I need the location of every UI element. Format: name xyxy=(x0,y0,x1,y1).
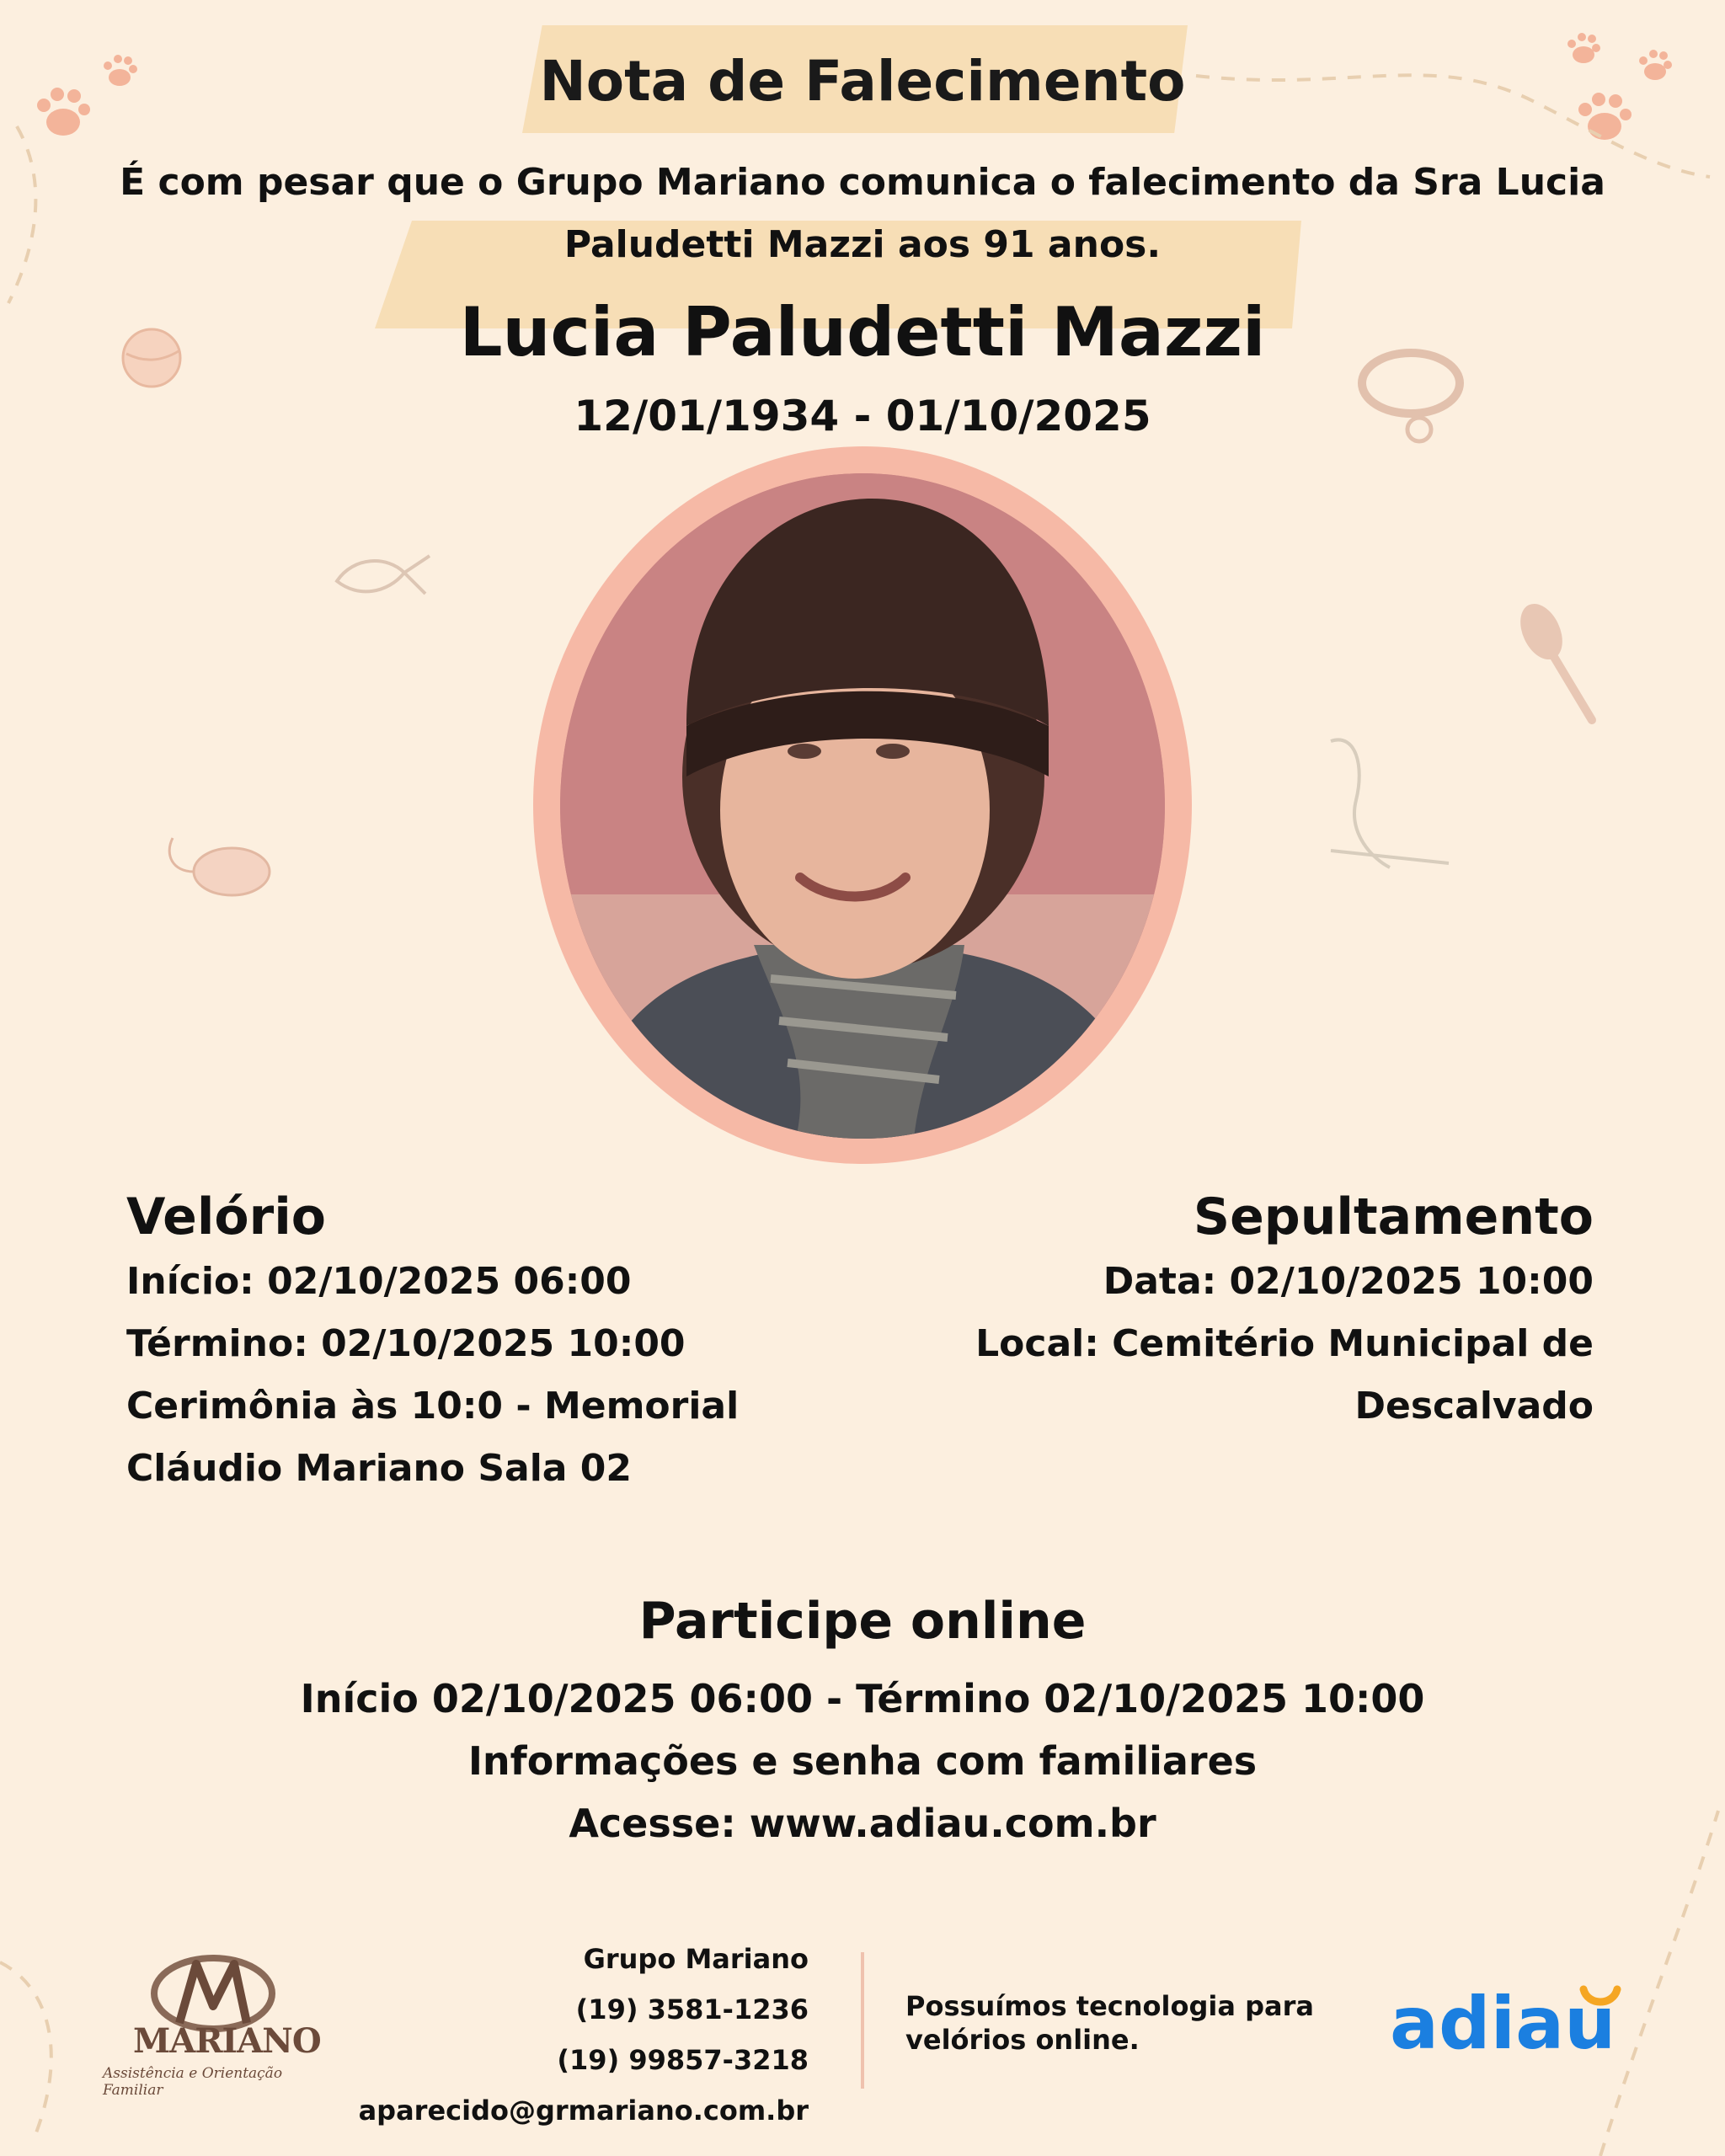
online-schedule: Início 02/10/2025 06:00 - Término 02/10/2025 10:00 xyxy=(300,1676,1425,1721)
email-link[interactable]: aparecido@grmariano.com.br xyxy=(358,2095,809,2127)
sepultamento-city: Descalvado xyxy=(1354,1385,1594,1428)
page-title: Nota de Falecimento xyxy=(539,49,1186,114)
mouse-icon xyxy=(156,821,291,914)
company-name: Grupo Mariano xyxy=(583,1943,809,1975)
fish-icon xyxy=(320,522,438,623)
velorio-ceremony: Cerimônia às 10:0 - Memorial xyxy=(126,1385,740,1428)
online-section xyxy=(0,1583,1725,1854)
velorio-start: Início: 02/10/2025 06:00 xyxy=(126,1260,632,1303)
svg-text:adiau: adiau xyxy=(1390,1982,1616,2065)
online-info: Informações e senha com familiares xyxy=(467,1738,1258,1784)
sepultamento-heading: Sepultamento xyxy=(1193,1187,1594,1246)
online-heading: Participe online xyxy=(638,1592,1087,1651)
tech-line-2: velórios online. xyxy=(905,2024,1140,2056)
grupo-mariano-logo xyxy=(99,1947,335,2099)
footer-divider xyxy=(861,1952,864,2089)
online-access-link[interactable]: Acesse: www.adiau.com.br xyxy=(569,1801,1156,1846)
tech-line-1: Possuímos tecnologia para xyxy=(905,1990,1314,2022)
portrait-photo xyxy=(560,473,1165,1139)
sepultamento-section xyxy=(910,1183,1594,1438)
sepultamento-location: Local: Cemitério Municipal de xyxy=(975,1322,1594,1365)
deceased-name: Lucia Paludetti Mazzi xyxy=(459,293,1266,371)
phone-2[interactable]: (19) 99857-3218 xyxy=(557,2044,809,2076)
intro-line-2: Paludetti Mazzi aos 91 anos. xyxy=(563,223,1162,266)
life-dates: 12/01/1934 - 01/10/2025 xyxy=(574,392,1151,440)
logo-mariano-word: MARIANO xyxy=(133,2021,321,2061)
velorio-section xyxy=(126,1183,842,1500)
velorio-end: Término: 02/10/2025 10:00 xyxy=(126,1322,686,1365)
sepultamento-date: Data: 02/10/2025 10:00 xyxy=(1103,1260,1594,1303)
intro-text xyxy=(101,152,1624,276)
velorio-heading: Velório xyxy=(126,1187,327,1246)
phone-1[interactable]: (19) 3581-1236 xyxy=(575,1993,809,2025)
adiau-logo xyxy=(1386,1972,1638,2065)
velorio-location: Cláudio Mariano Sala 02 xyxy=(126,1447,633,1490)
bird-icon xyxy=(1297,724,1457,893)
contact-block xyxy=(303,1934,809,2136)
logo-mariano-tagline: Assistência e Orientação Familiar xyxy=(103,2065,283,2099)
brush-icon xyxy=(1508,594,1609,728)
tech-notice xyxy=(905,1989,1343,2057)
intro-line-1: É com pesar que o Grupo Mariano comunica o falecimento da Sra Lucia xyxy=(120,161,1605,204)
